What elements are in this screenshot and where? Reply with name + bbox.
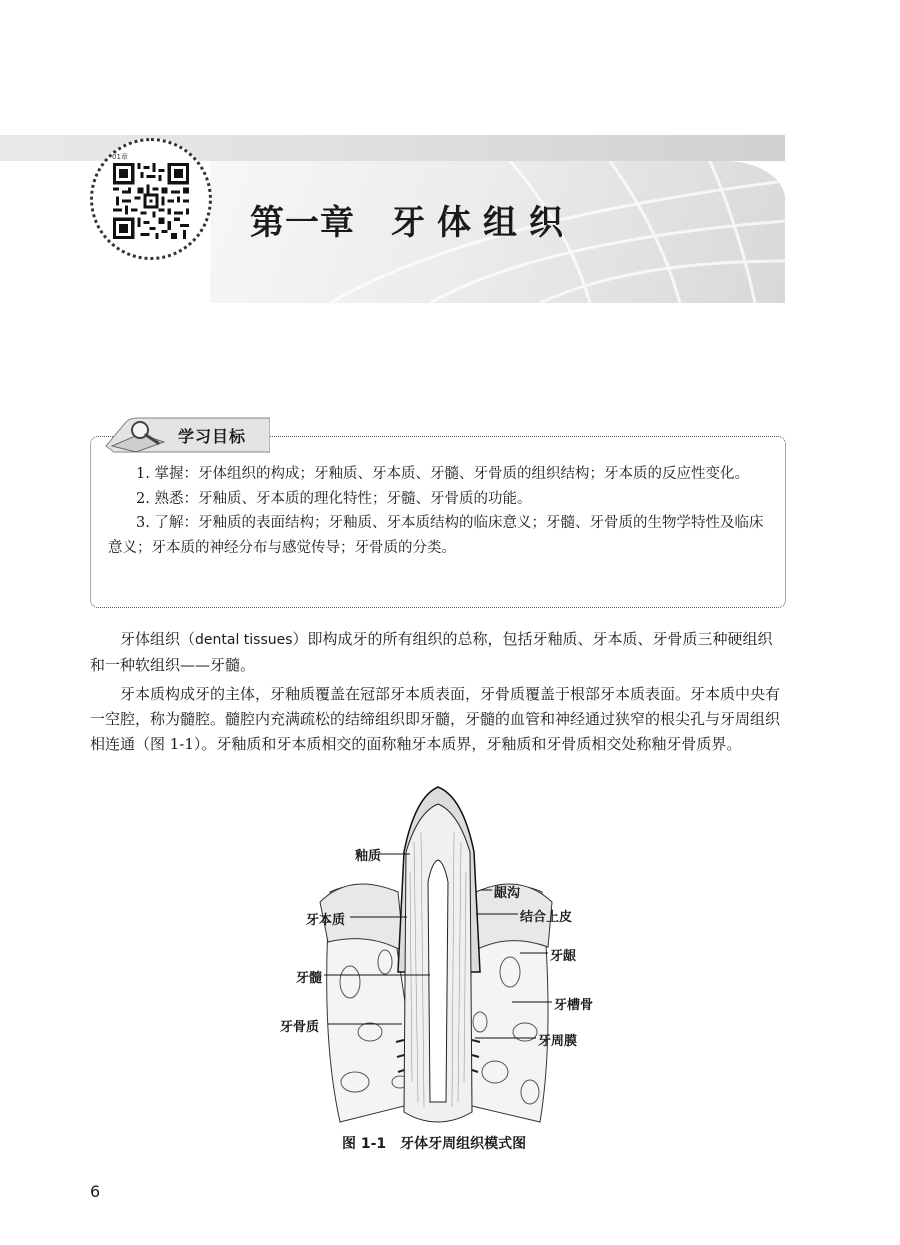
label-dentin: 牙本质 [306,913,346,928]
label-gingiva: 牙龈 [550,949,577,964]
chapter-name: 牙体组织 [391,203,575,243]
chapter-title [250,195,575,243]
label-enamel: 釉质 [355,849,382,864]
label-alveolar-bone: 牙槽骨 [554,998,594,1013]
page-number: 6 [90,1182,101,1201]
objective-item: 3. 了解：牙釉质的表面结构；牙釉质、牙本质结构的临床意义；牙髓、牙骨质的生物学特性及临床意义；牙本质的神经分布与感觉传导；牙骨质的分类。 [108,515,764,556]
qr-tag: 01章 [112,153,128,161]
figure-number: 图 1-1 [342,1136,387,1152]
qr-code-icon[interactable] [113,163,189,239]
label-junctional-epithelium: 结合上皮 [520,910,573,925]
latin-term: dental tissues [195,632,293,648]
objectives-list [108,462,773,560]
objectives-heading: 学习目标 [178,427,247,446]
label-gingival-sulcus: 龈沟 [494,886,521,901]
figure-title: 牙体牙周组织模式图 [400,1136,527,1152]
objective-item: 1. 掌握：牙体组织的构成；牙釉质、牙本质、牙髓、牙骨质的组织结构；牙本质的反应性变化。 [136,466,749,482]
paragraph-intro: 牙体组织（dental tissues）即构成牙的所有组织的总称，包括牙釉质、牙本质、牙骨质三种硬组织和一种软组织——牙髓。 [90,630,773,674]
label-cementum: 牙骨质 [280,1020,320,1035]
objective-item: 2. 熟悉：牙釉质、牙本质的理化特性；牙髓、牙骨质的功能。 [136,490,532,507]
body-text [90,627,787,761]
label-pulp: 牙髓 [296,971,323,986]
pulp-drawing [428,860,448,1102]
paragraph-structure: 牙本质构成牙的主体，牙釉质覆盖在冠部牙本质表面，牙骨质覆盖于根部牙本质表面。牙本质中央有一空腔，称为髓腔。髓腔内充满疏松的结缔组织即牙髓，牙髓的血管和神经通过狭窄的根尖孔与牙周组织相连通（图 1-1）。牙釉质和牙本质相交的面称釉牙本质界，牙釉质和牙骨质相交处称釉牙骨质界。 [90,685,781,753]
label-periodontal-ligament: 牙周膜 [538,1034,578,1049]
figure-caption [342,1133,526,1153]
chapter-number: 第一章 [250,203,355,243]
